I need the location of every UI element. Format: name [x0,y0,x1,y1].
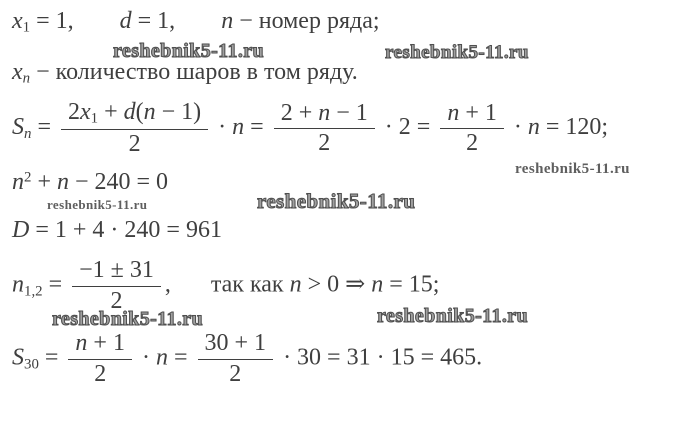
math-token: = [42,271,69,298]
fraction-numerator [440,100,504,130]
math-token: n [56,169,69,195]
math-token: + 1 [459,99,497,126]
math-subscript: 1 [22,19,31,36]
math-token: − номер ряда; [233,8,380,34]
math-token: x [79,99,91,125]
math-token: n [289,271,302,298]
math-subscript: n [24,125,32,142]
math-token: − количество шаров в том ряду. [30,59,358,85]
math-token: − 240 = 0 [68,169,169,195]
math-token: n [143,99,156,125]
fraction-numerator [274,100,375,130]
fraction-denominator: 2 [94,360,107,387]
math-token: + 1 [87,330,125,356]
fraction [274,100,375,158]
math-token: = 1, [30,8,74,34]
math-token: n [155,344,168,371]
math-token: x [12,8,23,34]
watermark: reshebnik5-11.ru [52,308,204,330]
math-token: ( [135,99,144,125]
math-token: n [447,99,460,126]
math-subscript: 1 [90,110,99,127]
math-token: · 30 = 31 · 15 = 465. [277,344,483,371]
watermark: reshebnik5-11.ru [515,161,630,177]
fraction [68,330,132,388]
math-token: = [31,114,57,141]
math-token: · [212,114,233,141]
watermark: reshebnik5-11.ru [47,197,148,212]
watermark: reshebnik5-11.ru [377,305,529,327]
fraction [440,100,504,158]
formula-roots [12,257,439,315]
watermark: reshebnik5-11.ru [257,189,416,213]
formula-s30-result [12,330,482,388]
math-subscript: n [22,70,31,87]
math-subscript: 30 [24,356,39,373]
math-token: = [244,114,270,141]
math-token: n [12,169,24,195]
math-token: D [12,217,30,243]
watermark: reshebnik5-11.ru [385,42,529,63]
math-token: n [12,271,24,298]
fraction-denominator: 2 [318,130,331,157]
fraction-numerator: 30 + 1 [198,330,274,360]
fraction-numerator [61,99,208,130]
fraction [72,257,161,315]
math-token: · [135,344,156,371]
math-token: = [38,344,65,371]
math-superscript: 2 [24,169,32,186]
math-token: n [221,8,234,34]
math-token: , [164,271,171,298]
math-token: = 1, [131,8,176,34]
math-subscript: 1,2 [24,283,43,300]
fraction-denominator: 2 [128,130,141,157]
fraction-denominator: 2 [229,360,242,387]
math-token: = 1 + 4 · 240 = 961 [29,217,222,243]
fraction-numerator: −1 ± 31 [72,257,161,287]
math-token: S [12,344,24,371]
fraction [61,99,208,158]
math-token: так как [210,271,290,298]
formula-given-values [12,7,380,38]
fraction-numerator [68,330,132,360]
math-token: + [98,99,124,125]
formula-discriminant [12,216,222,245]
fraction [198,330,274,388]
math-token: · [507,114,528,141]
math-token: − 1) [155,99,202,125]
math-token: = [167,344,194,371]
math-token: > 0 ⇒ [301,271,372,298]
math-token: x [12,59,23,85]
formula-sn-equation [12,99,608,158]
math-token: = 15; [383,271,440,298]
math-token: 2 + [280,99,319,126]
fraction-denominator: 2 [110,287,123,314]
formula-xn-definition [12,58,358,89]
math-token: n [527,114,540,141]
math-token: 2 [67,99,80,125]
math-token: = 120; [539,114,609,141]
formula-quadratic [12,168,168,197]
math-token: d [119,8,132,34]
watermark: reshebnik5-11.ru [113,40,265,62]
math-token: n [75,330,88,356]
fraction-denominator: 2 [466,130,479,157]
math-token: n [318,99,331,126]
math-token: d [123,99,136,125]
math-token: n [232,114,245,141]
math-token: n [371,271,384,298]
math-token: + [31,169,57,195]
math-token: · 2 = [378,114,437,141]
math-token: S [12,114,24,141]
math-token: − 1 [330,99,368,126]
